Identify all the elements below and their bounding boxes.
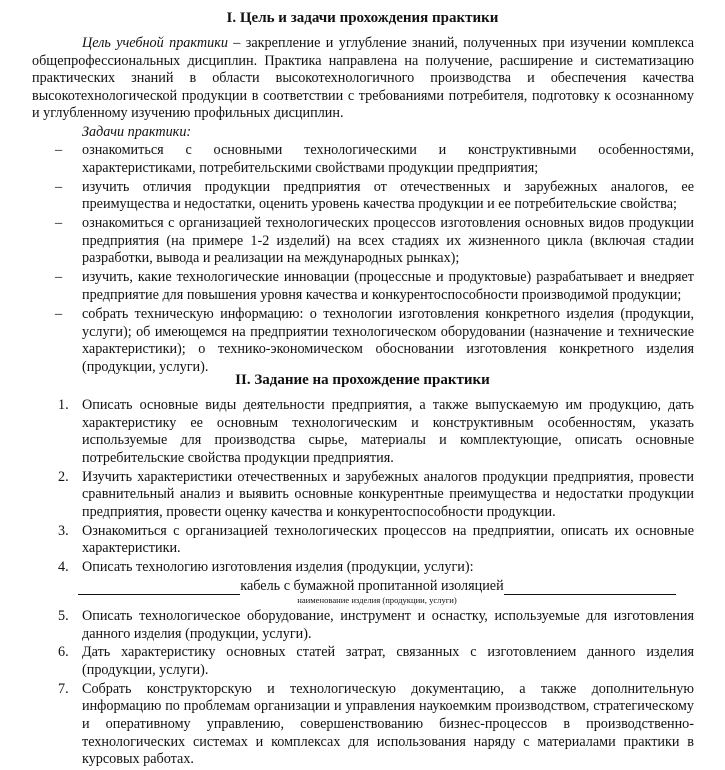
assignment-item: [32, 523, 694, 558]
item-number: 5.: [58, 608, 69, 625]
item-number: 3.: [58, 522, 69, 539]
assignment-item: [32, 469, 694, 522]
dash-bullet: –: [55, 178, 63, 195]
task-text: собрать техническую информацию: о технологии изготовления конкретного изделия (продукции, услуги); об имеющемся на предприятии технологическом оборудовании (назначение и технические характеристики); о технико-экономическом обосновании изготовления конкретного изделия (продукции, услуги).: [82, 305, 694, 375]
assignment-text: Изучить характеристики отечественных и зарубежных аналогов продукции предприятия, провести сравнительный анализ и выявить основные конкурентные преимущества и недостатки продукции предприятия, провести оценку качества и конкурентоспособности продукции.: [82, 468, 694, 520]
task-item: [32, 306, 694, 376]
assignment-text: Описать основные виды деятельности предприятия, а также выпускаемую им продукцию, дать характеристику ее основным технологическим и конструктивным особенностям, указать используемые для производства сырье, материалы и комплектующие, описать основные потребительские свойства продукции предприятия.: [82, 397, 694, 466]
assignment-text: Ознакомиться с организацией технологических процессов на предприятии, описать их основные характеристики.: [82, 522, 694, 557]
underline-right: [504, 579, 676, 595]
item-number: 4.: [58, 558, 69, 575]
section-1-heading: I. Цель и задачи прохождения практики: [226, 10, 499, 26]
dash-bullet: –: [55, 142, 63, 158]
task-text: ознакомиться с основными технологическими и конструктивными особенностями, характеристиками, потребительскими свойствами продукции предприятия;: [82, 142, 694, 176]
assignment-item: [32, 608, 694, 643]
assignment-item: [32, 397, 694, 467]
practice-goal-paragraph: [32, 35, 694, 123]
assignment-text: Собрать конструкторскую и технологическую документацию, а также дополнительную информацию по проблемам организации и управления наукоемким производством, стратегическому и оперативному управлению, совершенствованию бизнес-процессов в производственно-технологических системах и комплексах для использования наряду с материалами практики в курсовых работах.: [82, 680, 694, 768]
task-item: [32, 269, 694, 304]
section-2-heading: II. Задание на прохождение практики: [235, 372, 490, 388]
task-text: изучить, какие технологические инновации (процессные и продуктовые) разрабатывает и внедряет предприятие для повышения уровня качества и конкурентоспособности производимой продукции;: [82, 269, 694, 303]
item-number: 2.: [58, 468, 69, 485]
tasks-list: [32, 142, 694, 378]
item-number: 7.: [58, 680, 69, 697]
practice-goal-label: Цель учебной практики: [82, 35, 228, 51]
dash-bullet: –: [55, 215, 63, 232]
assignment-item: [32, 644, 694, 679]
task-item: [32, 215, 694, 268]
task-item: [32, 142, 694, 177]
assignment-text: Описать технологию изготовления изделия (продукции, услуги):: [82, 558, 474, 575]
assignment-item: [32, 559, 694, 606]
item-number: 6.: [58, 644, 69, 661]
product-name-caption: наименование изделия (продукции, услуги): [297, 595, 457, 606]
dash-bullet: –: [55, 305, 63, 322]
product-name-field[interactable]: [62, 578, 692, 596]
practice-goal-text: – закрепление и углубление знаний, полученных при изучении комплекса общепрофессиональных дисциплин. Практика направлена на получение, расширение и систематизацию практических знаний в области высокотехнологичного производства и обеспечения качества высокотехнологической продукции в соответствии с требованиями потребителя, подготовку к осознанному и углубленному изучению профильных дисциплин.: [32, 35, 694, 122]
underline-left: [78, 579, 240, 595]
product-name-value[interactable]: кабель с бумажной пропитанной изоляцией: [240, 577, 504, 594]
assignment-text: Дать характеристику основных статей затрат, связанных с изготовлением данного изделия (продукции, услуги).: [82, 644, 694, 679]
assignment-list: [32, 397, 694, 770]
dash-bullet: –: [55, 269, 63, 286]
assignment-item: [32, 681, 694, 769]
task-item: [32, 179, 694, 214]
tasks-heading: Задачи практики:: [82, 124, 192, 140]
assignment-text: Описать технологическое оборудование, инструмент и оснастку, используемые для изготовления данного изделия (продукции, услуги).: [82, 608, 694, 642]
item-number: 1.: [58, 397, 69, 413]
task-text: ознакомиться с организацией технологических процессов изготовления основных видов продукции предприятия (на примере 1-2 изделий) на всех стадиях их жизненного цикла (включая стадии разработки, вывода и реализации на международных рынках);: [82, 215, 694, 267]
task-text: изучить отличия продукции предприятия от отечественных и зарубежных аналогов, ее преимущества и недостатки, оценить уровень качества продукции и ее потребительские свойства;: [82, 178, 694, 213]
